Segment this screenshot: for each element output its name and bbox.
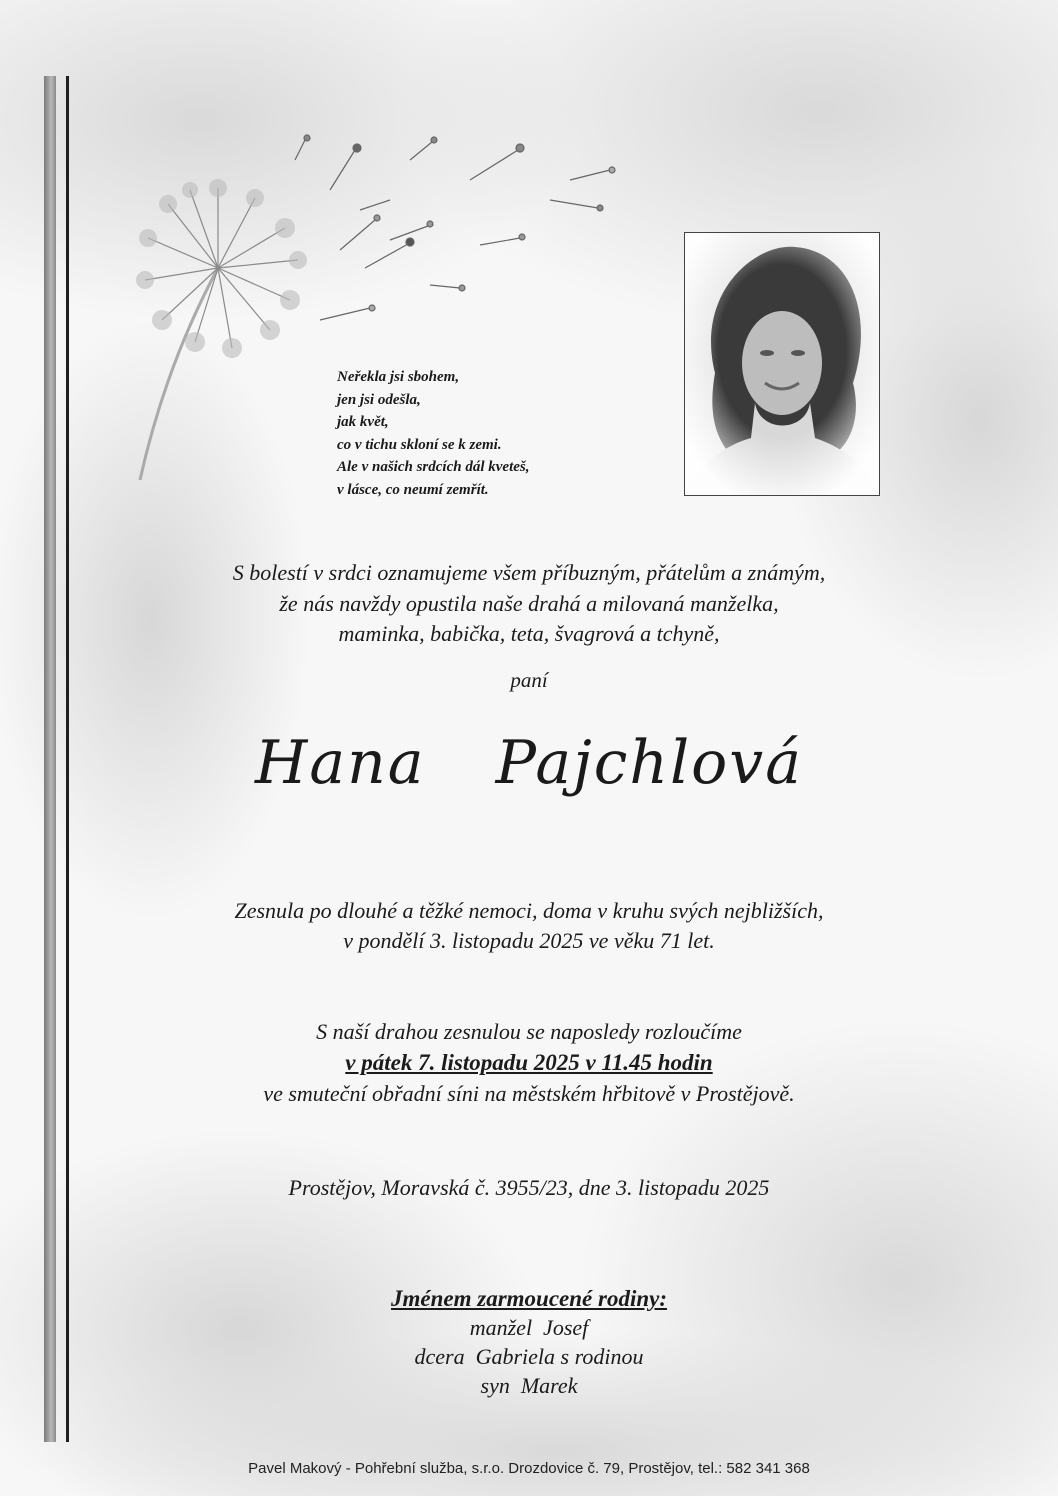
family-member: manžel Josef (469, 1315, 589, 1340)
ceremony-location: ve smuteční obřadní síni na městském hřbitově v Prostějově. (263, 1081, 795, 1106)
family-member: dcera Gabriela s rodinou (414, 1344, 644, 1369)
family-member: syn Marek (480, 1373, 578, 1398)
portrait-photo (684, 232, 880, 496)
place-and-date: Prostějov, Moravská č. 3955/23, dne 3. listopadu 2025 (288, 1175, 770, 1200)
family-signature (0, 1284, 1058, 1400)
poem (337, 366, 637, 501)
announcement-line: že nás navždy opustila naše drahá a milovaná manželka, (279, 590, 779, 616)
announcement-line: S bolestí v srdci oznamujeme všem příbuzným, přátelům a známým, (232, 560, 826, 585)
poem-line: Neřekla jsi sbohem, (337, 369, 460, 385)
death-info-line: Zesnula po dlouhé a těžké nemoci, doma v kruhu svých nejbližších, (234, 898, 824, 923)
death-info (0, 896, 1058, 956)
family-heading: Jménem zarmoucené rodiny: (391, 1286, 667, 1311)
poem-line: co v tichu skloní se k zemi. (337, 436, 502, 453)
announcement-line: maminka, babička, teta, švagrová a tchyně, (338, 621, 720, 646)
announcement-text (0, 558, 1058, 650)
poem-line: Ale v našich srdcích dál kveteš, (337, 459, 530, 475)
poem-line: v lásce, co neumí zemřít. (337, 481, 489, 498)
death-info-line: v pondělí 3. listopadu 2025 ve věku 71 let. (343, 928, 715, 953)
ceremony-intro: S naší drahou zesnulou se naposledy rozloučíme (316, 1019, 742, 1044)
honorific: paní (510, 668, 548, 692)
ceremony-info (0, 1016, 1058, 1109)
poem-line: jen jsi odešla, (337, 391, 421, 408)
portrait-image (685, 233, 879, 495)
deceased-name: Hana Pajchlová (255, 728, 803, 798)
ceremony-datetime: v pátek 7. listopadu 2025 v 11.45 hodin (345, 1050, 713, 1075)
poem-line: jak květ, (337, 414, 389, 430)
funeral-service-footer: Pavel Makový - Pohřební služba, s.r.o. Drozdovice č. 79, Prostějov, tel.: 582 341 368 (248, 1460, 810, 1477)
